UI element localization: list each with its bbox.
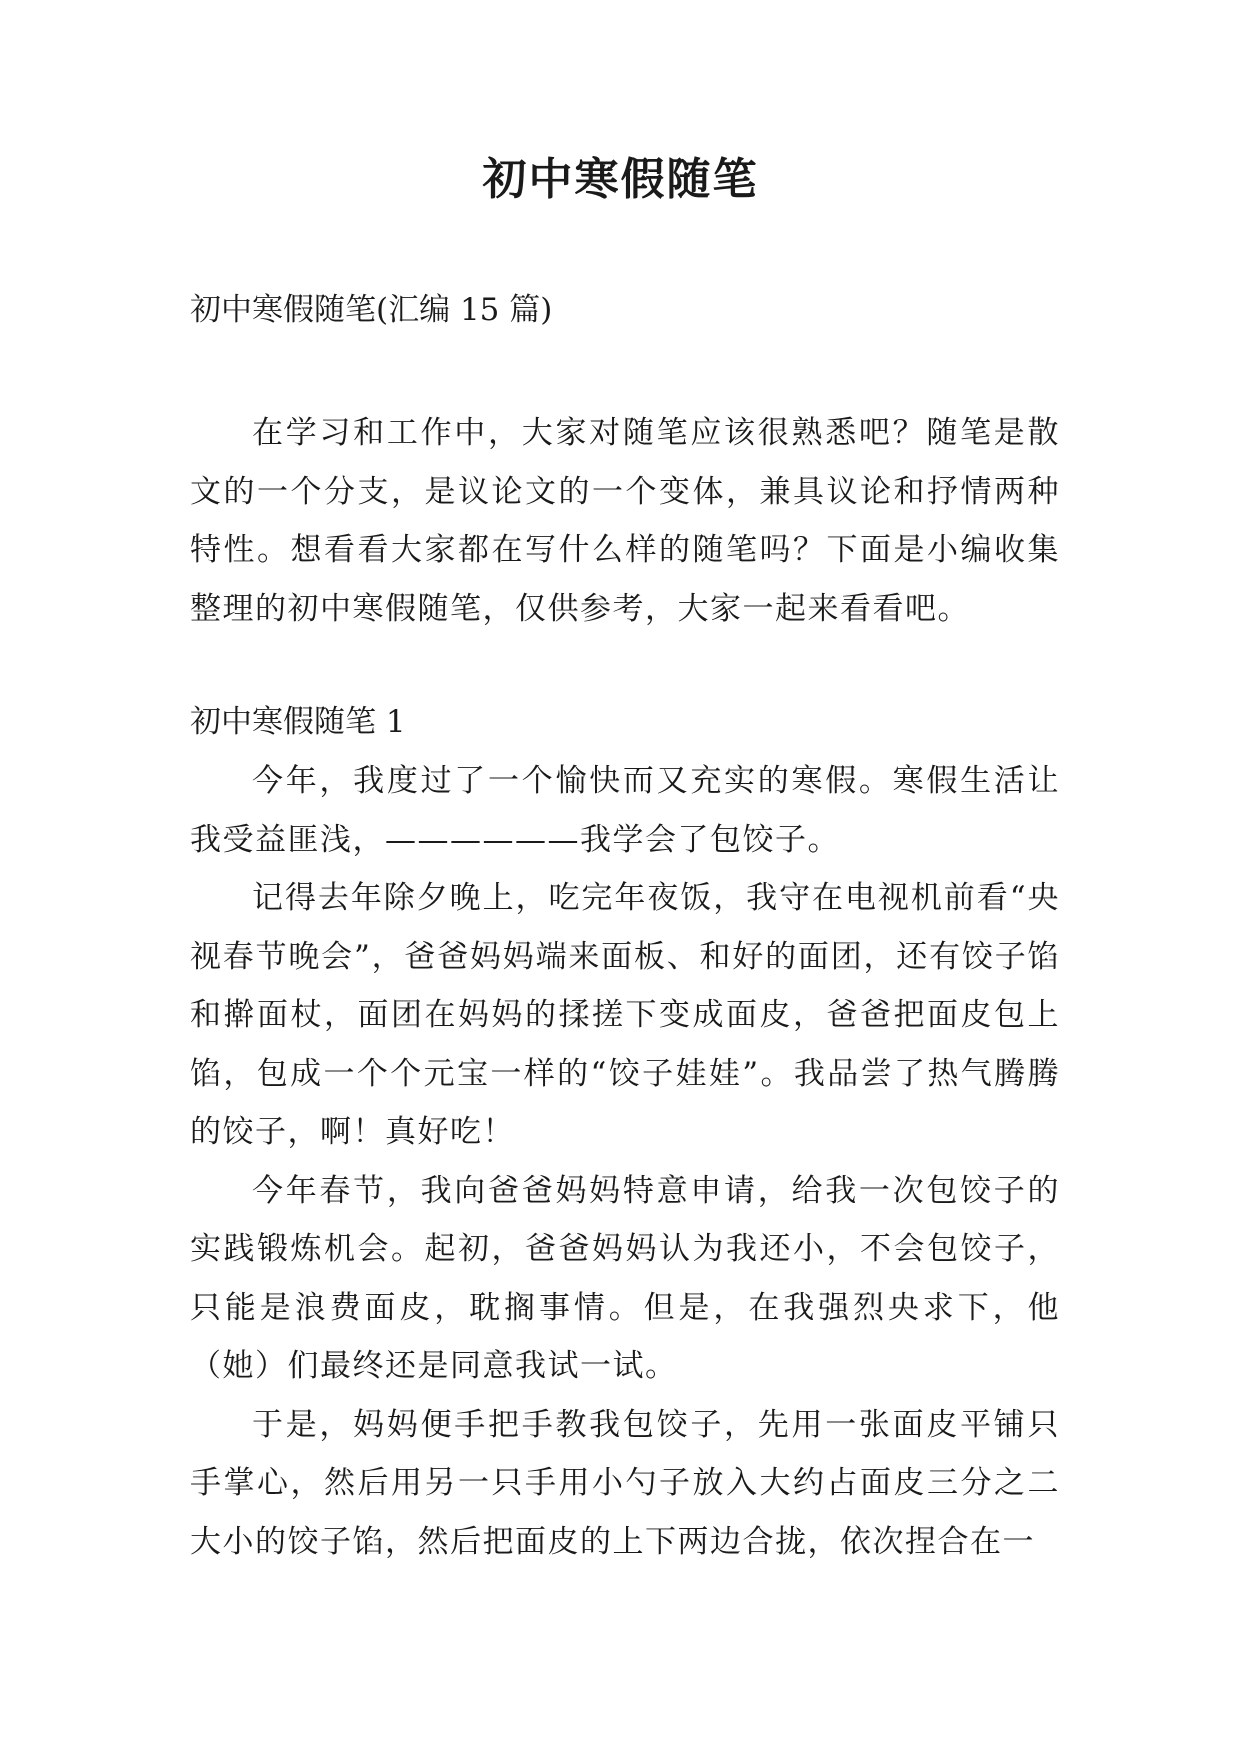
body-paragraph-4: 于是，妈妈便手把手教我包饺子，先用一张面皮平铺只手掌心，然后用另一只手用小勺子放入大约占面皮三分之二大小的饺子馅，然后把面皮的上下两边合拢，依次捏合在一 [190,1406,1060,1560]
document-subtitle: 初中寒假随笔(汇编 15 篇) [190,292,553,328]
intro-paragraph: 在学习和工作中，大家对随笔应该很熟悉吧？随笔是散文的一个分支，是议论文的一个变体，兼具议论和抒情两种特性。想看看大家都在写什么样的随笔吗？下面是小编收集整理的初中寒假随笔，仅供参考，大家一起来看看吧。 [190,415,1060,627]
intro-block [190,404,1060,638]
page-title: 初中寒假随笔 [482,154,759,205]
body-paragraph-2: 记得去年除夕晚上，吃完年夜饭，我守在电视机前看“央视春节晚会”，爸爸妈妈端来面板、和好的面团，还有饺子馅和擀面杖，面团在妈妈的揉搓下变成面皮，爸爸把面皮包上馅，包成一个个元宝一样的“饺子娃娃”。我品尝了热气腾腾的饺子，啊！真好吃！ [190,880,1060,1150]
body-paragraph-1: 今年，我度过了一个愉快而又充实的寒假。寒假生活让我受益匪浅，——————我学会了包饺子。 [190,763,1060,858]
body-paragraph-3: 今年春节，我向爸爸妈妈特意申请，给我一次包饺子的实践锻炼机会。起初，爸爸妈妈认为我还小，不会包饺子，只能是浪费面皮，耽搁事情。但是，在我强烈央求下，他（她）们最终还是同意我试一试。 [190,1172,1060,1384]
section-heading: 初中寒假随笔 1 [190,704,406,740]
section-body [190,752,1060,1571]
